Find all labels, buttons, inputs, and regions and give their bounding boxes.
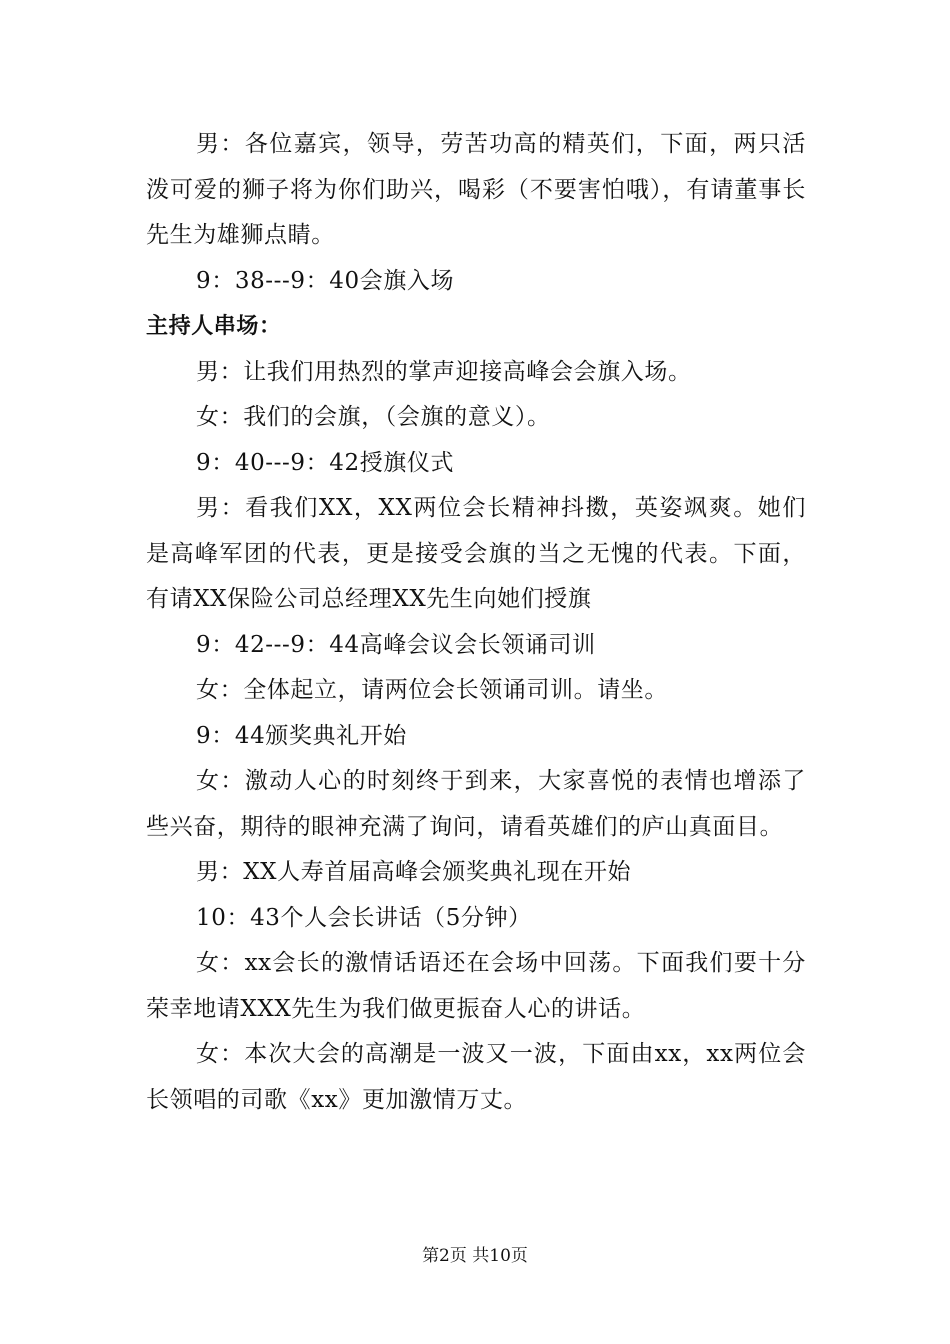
- paragraph-time-flag-ceremony: 9：40---9：42授旗仪式: [196, 449, 455, 476]
- page-footer: 第2页 共10页: [422, 1246, 528, 1266]
- paragraph-flag-entry-male: 男：让我们用热烈的掌声迎接高峰会会旗入场。: [196, 358, 692, 385]
- paragraph-time-speech: 10：43个人会长讲话（5分钟）: [196, 904, 532, 931]
- paragraph-lion-dance: 男：各位嘉宾，领导，劳苦功高的精英们，下面，两只活泼可爱的狮子将为你们助兴，喝彩（不要害怕哦），有请董事长先生为雄狮点睛。: [146, 131, 806, 248]
- paragraph-time-awards: 9：44颁奖典礼开始: [196, 722, 407, 749]
- paragraph-time-motto: 9：42---9：44高峰会议会长领诵司训: [196, 631, 596, 658]
- paragraph-time-flag-entry: 9：38---9：40会旗入场: [196, 267, 455, 294]
- paragraph-speech-female: 女：xx会长的激情话语还在会场中回荡。下面我们要十分荣幸地请XXX先生为我们做更振奋人心的讲话。: [146, 950, 806, 1022]
- paragraph-flag-ceremony-male: 男：看我们XX，XX两位会长精神抖擞，英姿飒爽。她们是高峰军团的代表，更是接受会旗的当之无愧的代表。下面，有请XX保险公司总经理XX先生向她们授旗: [146, 495, 806, 612]
- paragraph-motto-female: 女：全体起立，请两位会长领诵司训。请坐。: [196, 677, 668, 703]
- paragraph-song-female: 女：本次大会的高潮是一波又一波，下面由xx，xx两位会长领唱的司歌《xx》更加激情万丈。: [146, 1041, 806, 1113]
- paragraph-awards-female: 女：激动人心的时刻终于到来，大家喜悦的表情也增添了些兴奋，期待的眼神充满了询问，请看英雄们的庐山真面目。: [146, 768, 806, 840]
- section-heading-host: 主持人串场：: [146, 314, 282, 339]
- paragraph-awards-male: 男：XX人寿首届高峰会颁奖典礼现在开始: [196, 859, 632, 885]
- paragraph-flag-meaning-female: 女：我们的会旗，（会旗的意义）。: [196, 404, 551, 430]
- document-body: [146, 122, 806, 1123]
